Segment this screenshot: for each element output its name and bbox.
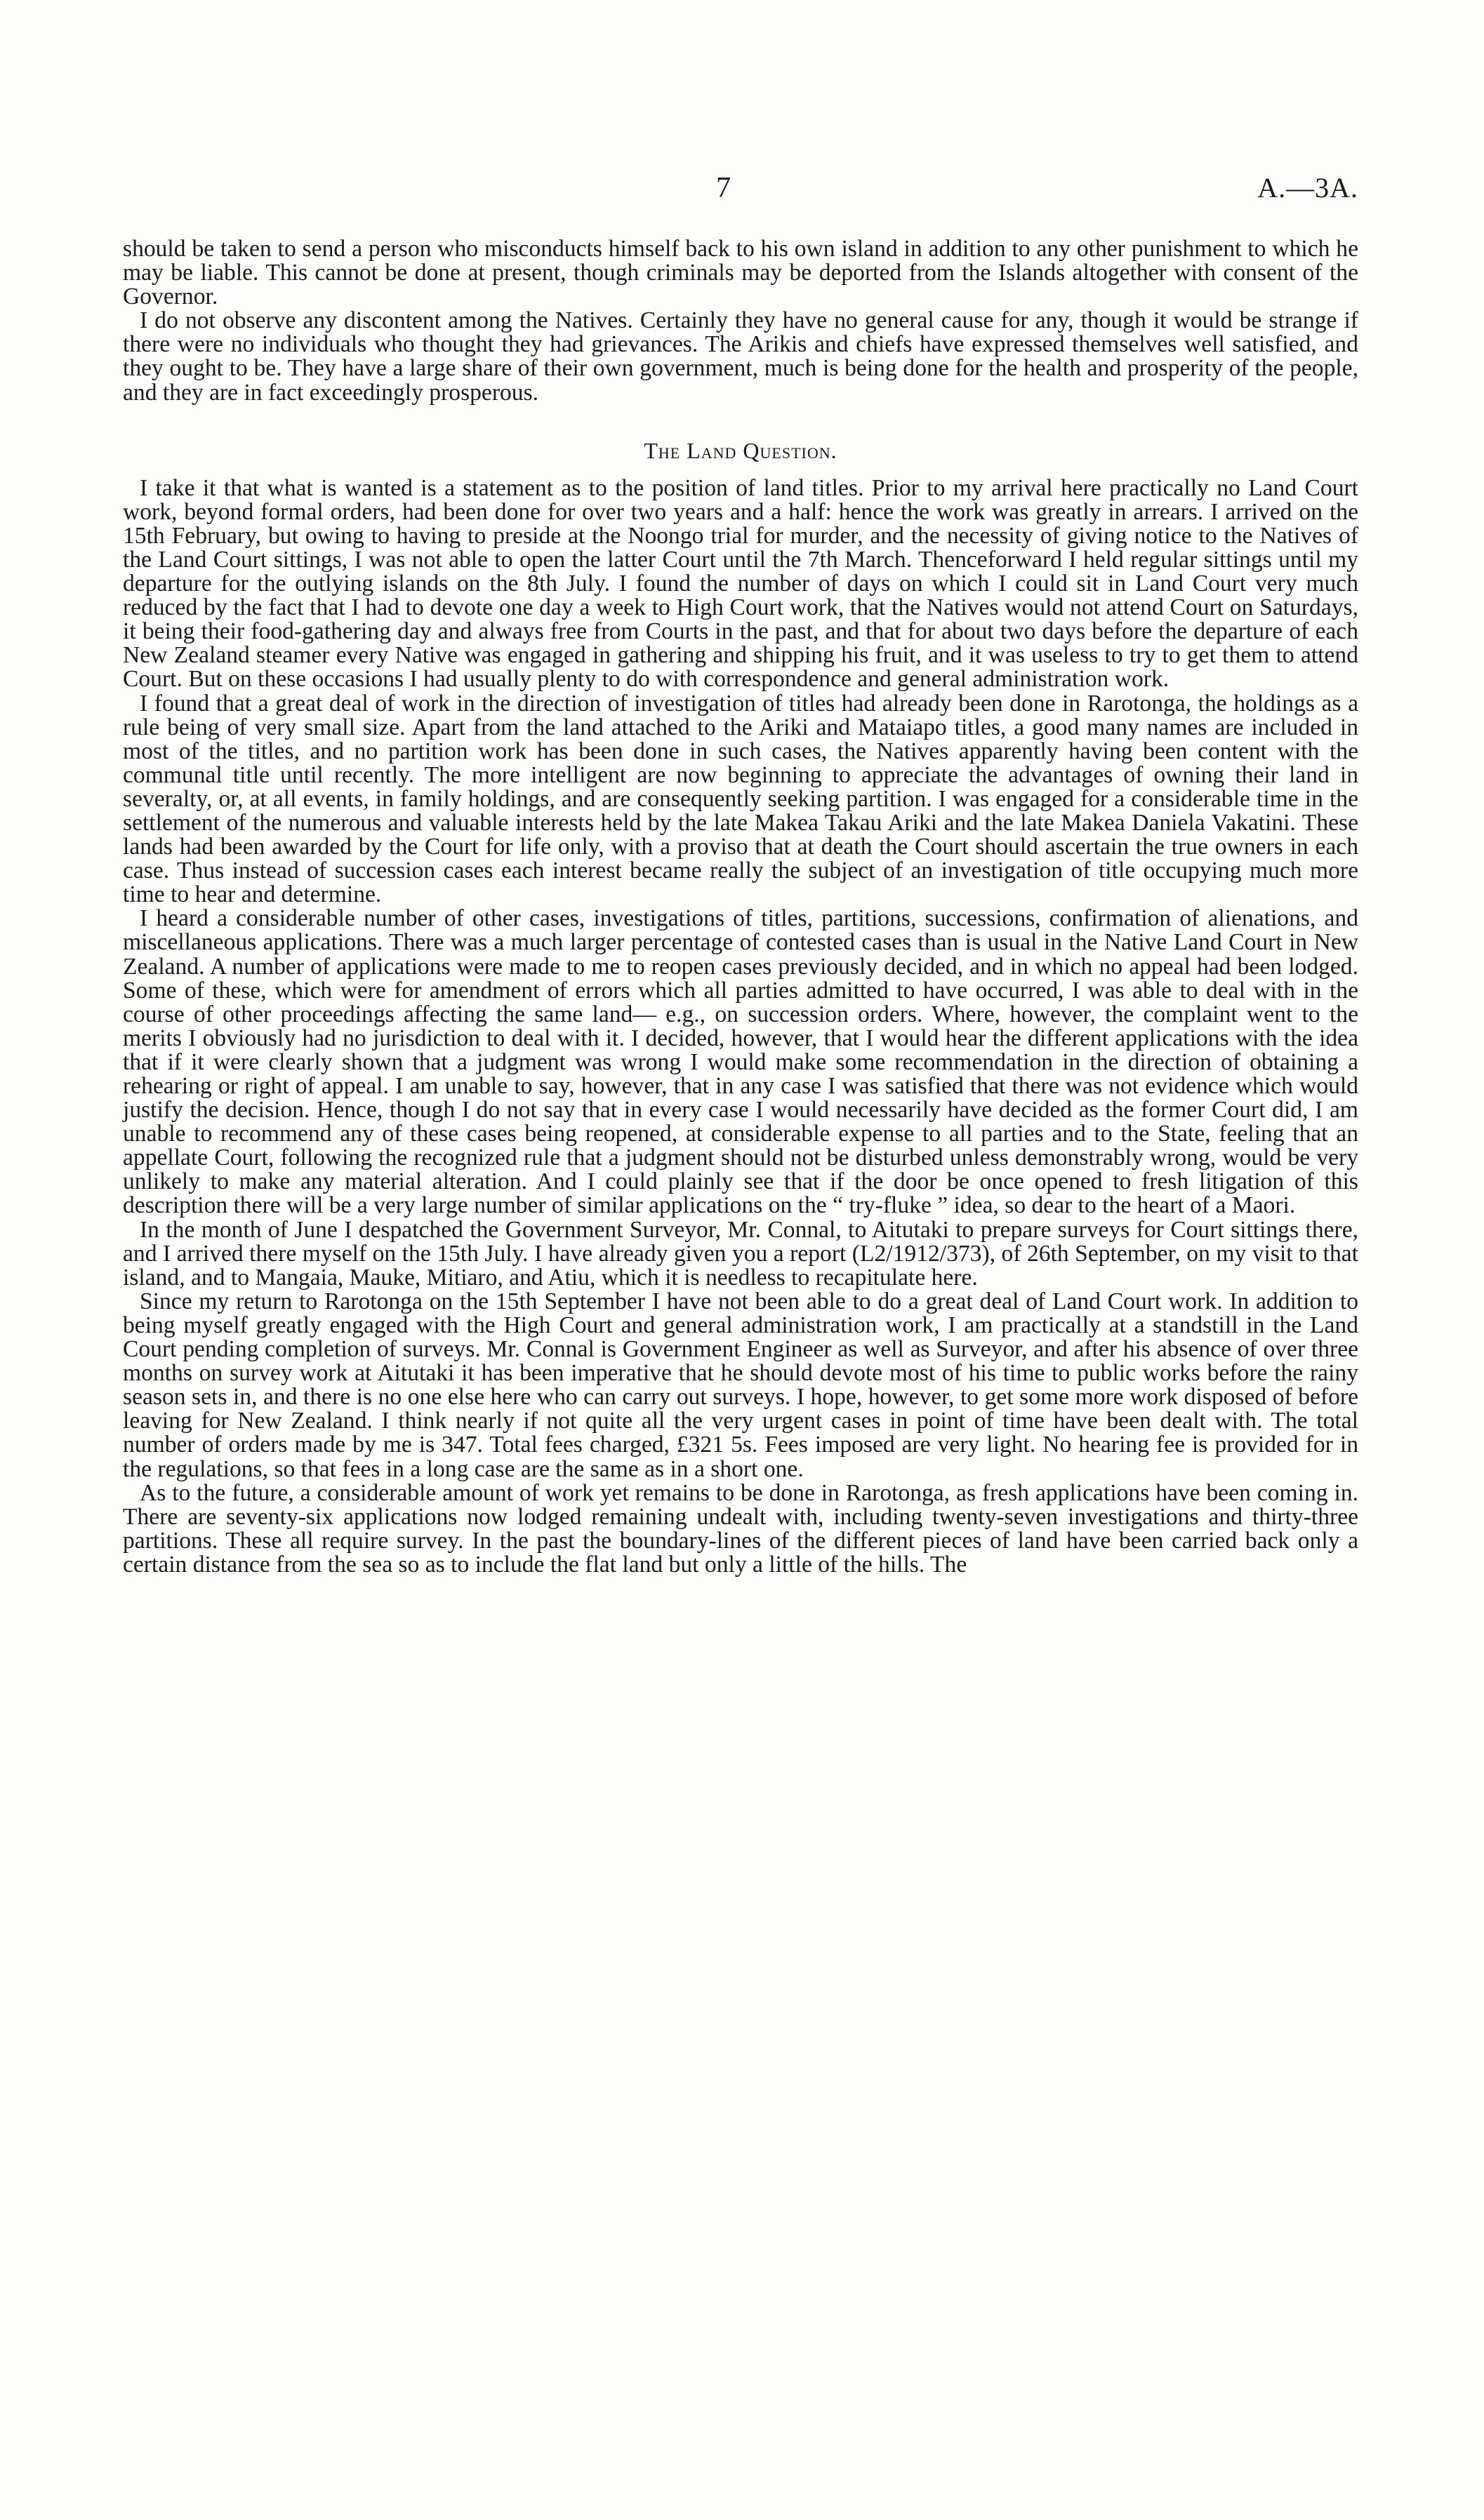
- body-text: [123, 237, 1358, 1577]
- section-heading: The Land Question.: [644, 437, 837, 463]
- section-paragraph-2: I found that a great deal of work in the direction of investigation of titles had already been done in Rarotonga, the holdings as a rule being of very small size. Apart from the land attached to the Ariki and Mataiapo titles, a good many names are included in most of the titles, and no partition work has been done in such cases, the Natives apparently having been content with the communal title until recently. The more intelligent are now beginning to appreciate the advantages of owning their land in severalty, or, at all events, in family holdings, and are consequently seeking partition. I was engaged for a considerable time in the settlement of the numerous and valuable interests held by the late Makea Takau Ariki and the late Makea Daniela Vakatini. These lands had been awarded by the Court for life only, with a proviso that at death the Court should ascertain the true owners in each case. Thus instead of succession cases each interest became really the subject of an investigation of title occupying much more time to hear and determine.: [123, 690, 1358, 908]
- section-paragraph-5: Since my return to Rarotonga on the 15th September I have not been able to do a great deal of Land Court work. In addition to being myself greatly engaged with the High Court and general administration work, I am practically at a standstill in the Land Court pending completion of surveys. Mr. Connal is Government Engineer as well as Surveyor, and after his absence of over three months on survey work at Aitutaki it has been imperative that he should devote most of his time to public works before the rainy season sets in, and there is no one else here who can carry out surveys. I hope, however, to get some more work disposed of before leaving for New Zealand. I think nearly if not quite all the very urgent cases in point of time have been dealt with. The total number of orders made by me is 347. Total fees charged, £321 5s. Fees imposed are very light. No hearing fee is provided for in the regulations, so that fees in a long case are the same as in a short one.: [123, 1288, 1358, 1482]
- section-paragraph-1: I take it that what is wanted is a statement as to the position of land titles. Prior to my arrival here practically no Land Court work, beyond formal orders, had been done for over two years and a half: hence the work was greatly in arrears. I arrived on the 15th February, but owing to having to preside at the Noongo trial for murder, and the necessity of giving notice to the Natives of the Land Court sittings, I was not able to open the latter Court until the 7th March. Thenceforward I held regular sittings until my departure for the outlying islands on the 8th July. I found the number of days on which I could sit in Land Court very much reduced by the fact that I had to devote one day a week to High Court work, that the Natives would not attend Court on Saturdays, it being their food-gathering day and always free from Courts in the past, and that for about two days before the departure of each New Zealand steamer every Native was engaged in gathering and shipping his fruit, and it was useless to try to get them to attend Court. But on these occasions I had usually plenty to do with correspondence and general administration work.: [123, 474, 1358, 693]
- section-paragraph-3: I heard a considerable number of other cases, investigations of titles, partitions, successions, confirmation of alienations, and miscellaneous applications. There was a much larger percentage of contested cases than is usual in the Native Land Court in New Zealand. A number of applications were made to me to reopen cases previously decided, and in which no appeal had been lodged. Some of these, which were for amendment of errors which all parties admitted to have occurred, I was able to deal with in the course of other proceedings affecting the same land— e.g., on succession orders. Where, however, the complaint went to the merits I obviously had no jurisdiction to deal with it. I decided, however, that I would hear the different applications with the idea that if it were clearly shown that a judgment was wrong I would make some recommendation in the direction of obtaining a rehearing or right of appeal. I am unable to say, however, that in any case I was satisfied that there was not evidence which would justify the decision. Hence, though I do not say that in every case I would necessarily have decided as the former Court did, I am unable to recommend any of these cases being reopened, at considerable expense to all parties and to the State, feeling that an appellate Court, following the recognized rule that a judgment should not be disturbed unless demonstrably wrong, would be very unlikely to make any material alteration. And I could plainly see that if the door be once opened to fresh litigation of this description there will be a very large number of similar applications on the “ try-fluke ” idea, so dear to the heart of a Maori.: [123, 905, 1358, 1219]
- section-paragraph-4: In the month of June I despatched the Government Surveyor, Mr. Connal, to Aitutaki to prepare surveys for Court sittings there, and I arrived there myself on the 15th July. I have already given you a report (L2/1912/373), of 26th September, on my visit to that island, and to Mangaia, Mauke, Mitiaro, and Atiu, which it is needless to recapitulate here.: [123, 1216, 1358, 1291]
- intro-paragraph-2: I do not observe any discontent among the Natives. Certainly they have no general cause for any, though it would be strange if there were no individuals who thought they had grievances. The Arikis and chiefs have expressed themselves well satisfied, and they ought to be. They have a large share of their own government, much is being done for the health and prosperity of the people, and they are in fact exceedingly prosperous.: [123, 307, 1358, 406]
- document-reference: A.—3A.: [1257, 172, 1358, 204]
- intro-paragraph-1: should be taken to send a person who misconducts himself back to his own island in addition to any other punishment to which he may be liable. This cannot be done at present, though criminals may be deported from the Islands altogether with consent of the Governor.: [123, 236, 1358, 310]
- page-number: 7: [716, 172, 731, 204]
- page-header: [123, 167, 1358, 209]
- section-paragraph-6: As to the future, a considerable amount of work yet remains to be done in Rarotonga, as fresh applications have been coming in. There are seventy-six applications now lodged remaining undealt with, including twenty-seven investigations and thirty-three partitions. These all require survey. In the past the boundary-lines of the different pieces of land have been carried back only a certain distance from the sea so as to include the flat land but only a little of the hills. The: [123, 1479, 1358, 1578]
